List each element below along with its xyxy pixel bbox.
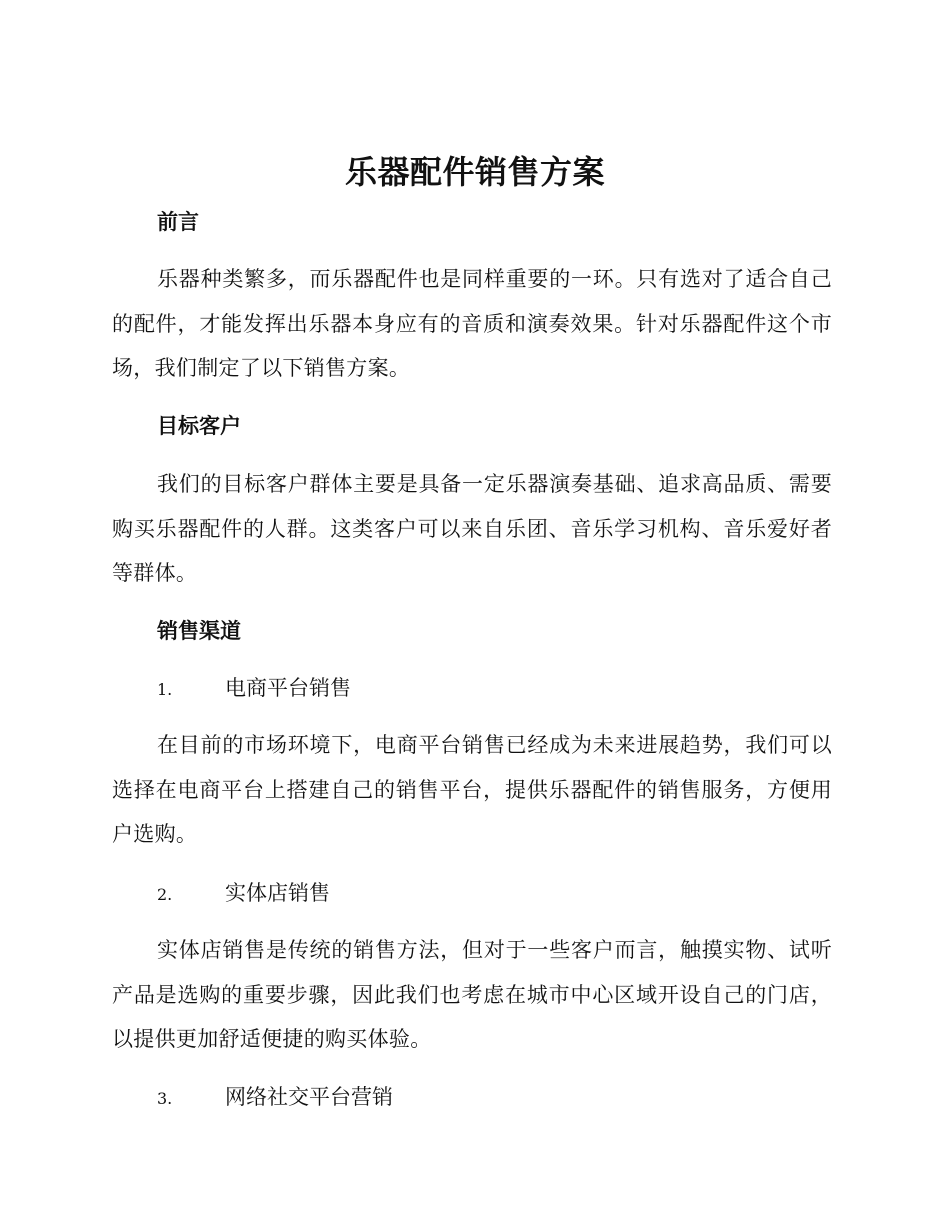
list-number: 2.	[157, 885, 173, 904]
paragraph-physical-store: 实体店销售是传统的销售方法，但对于一些客户而言，触摸实物、试听产品是选购的重要步骤，因此我们也考虑在城市中心区域开设自己的门店，以提供更加舒适便捷的购买体验。	[112, 938, 832, 1051]
list-item-social-marketing	[157, 1082, 393, 1114]
list-number: 1.	[157, 680, 173, 699]
list-number: 3.	[157, 1089, 173, 1108]
list-item-physical-store	[157, 878, 330, 910]
paragraph-target: 我们的目标客户群体主要是具备一定乐器演奏基础、追求高品质、需要购买乐器配件的人群。这类客户可以来自乐团、音乐学习机构、音乐爱好者等群体。	[112, 472, 832, 585]
section-heading-channels: 销售渠道	[157, 619, 241, 643]
document-title: 乐器配件销售方案	[344, 153, 605, 191]
list-item-label: 实体店销售	[225, 881, 330, 905]
paragraph-ecommerce: 在目前的市场环境下，电商平台销售已经成为未来进展趋势，我们可以选择在电商平台上搭建自己的销售平台，提供乐器配件的销售服务，方便用户选购。	[112, 733, 832, 846]
list-item-ecommerce	[157, 673, 351, 705]
paragraph-preface: 乐器种类繁多，而乐器配件也是同样重要的一环。只有选对了适合自己的配件，才能发挥出乐器本身应有的音质和演奏效果。针对乐器配件这个市场，我们制定了以下销售方案。	[112, 267, 832, 380]
section-heading-preface: 前言	[157, 210, 199, 234]
list-item-label: 网络社交平台营销	[225, 1085, 393, 1109]
section-heading-target: 目标客户	[157, 414, 241, 438]
list-item-label: 电商平台销售	[225, 676, 351, 700]
